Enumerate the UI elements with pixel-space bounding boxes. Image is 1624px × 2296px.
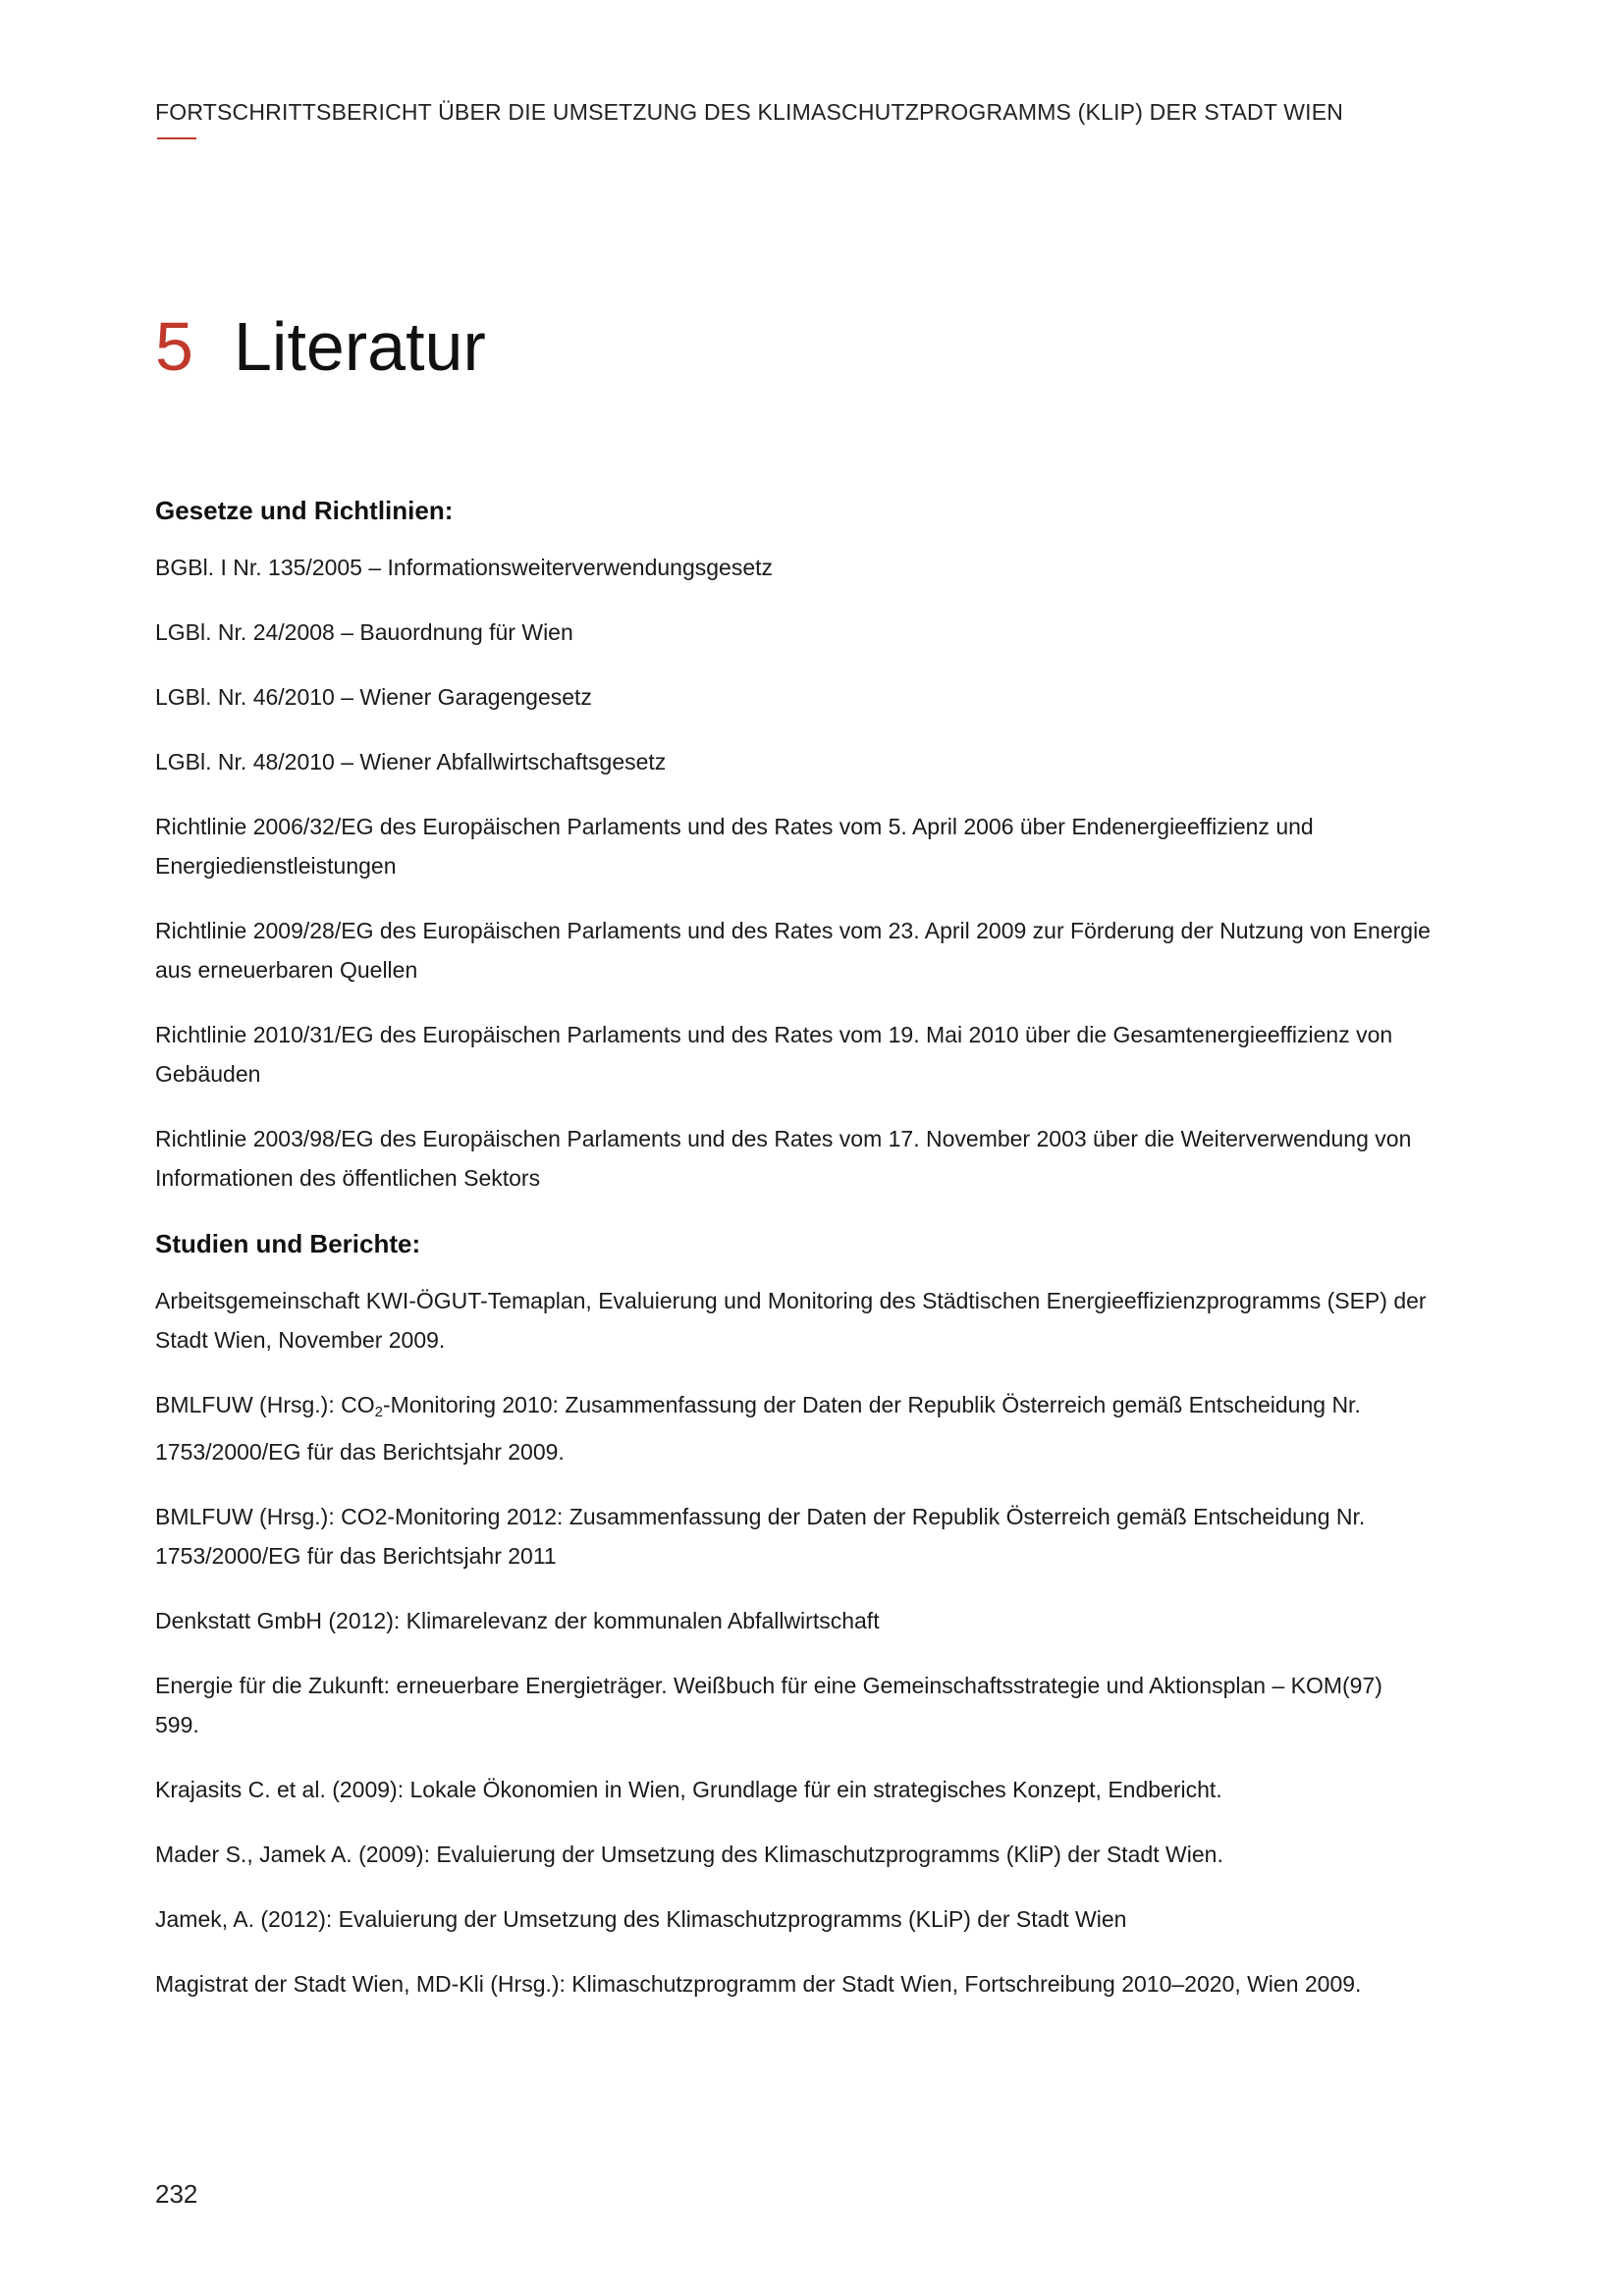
reference-item-co2-2010 <box>155 1385 1432 1471</box>
reference-item: BMLFUW (Hrsg.): CO2-Monitoring 2012: Zusammenfassung der Daten der Republik Österreich gemäß Entscheidung Nr. 1753/2000/EG für das Berichtsjahr 2011 <box>155 1504 1366 1569</box>
reference-item: Energie für die Zukunft: erneuerbare Energieträger. Weißbuch für eine Gemeinschaftsstrategie und Aktionsplan – KOM(97) 599. <box>155 1673 1382 1737</box>
reference-item: Denkstatt GmbH (2012): Klimarelevanz der kommunalen Abfallwirtschaft <box>155 1608 880 1633</box>
reference-item: LGBl. Nr. 24/2008 – Bauordnung für Wien <box>155 619 573 645</box>
chapter-number: 5 <box>155 308 193 385</box>
chapter-heading <box>155 308 486 385</box>
subscript-2: 2 <box>374 1404 383 1420</box>
reference-text-part: -Monitoring 2010: Zusammenfassung der Daten der Republik Österreich gemäß Entscheidung Nr. 1753/2000/EG für das Berichtsjahr 2009. <box>155 1392 1361 1465</box>
reference-item: Mader S., Jamek A. (2009): Evaluierung der Umsetzung des Klimaschutzprogramms (KliP) der Stadt Wien. <box>155 1842 1223 1867</box>
reference-item: Richtlinie 2009/28/EG des Europäischen Parlaments und des Rates vom 23. April 2009 zur Förderung der Nutzung von Energie aus erneuerbaren Quellen <box>155 918 1431 983</box>
section-heading-laws: Gesetze und Richtlinien: <box>155 496 454 525</box>
reference-item: LGBl. Nr. 46/2010 – Wiener Garagengesetz <box>155 684 592 710</box>
reference-item: Richtlinie 2010/31/EG des Europäischen Parlaments und des Rates vom 19. Mai 2010 über die Gesamtenergieeffizienz von Gebäuden <box>155 1022 1393 1087</box>
reference-item: BGBl. I Nr. 135/2005 – Informationsweiterverwendungsgesetz <box>155 555 774 580</box>
reference-item: Magistrat der Stadt Wien, MD-Kli (Hrsg.): Klimaschutzprogramm der Stadt Wien, Fortschreibung 2010–2020, Wien 2009. <box>155 1971 1362 1997</box>
page-number: 232 <box>155 2179 198 2209</box>
reference-item: Richtlinie 2006/32/EG des Europäischen Parlaments und des Rates vom 5. April 2006 über Endenergieeffizienz und Energiedienstleistungen <box>155 814 1314 879</box>
section-heading-studies: Studien und Berichte: <box>155 1229 421 1258</box>
bibliography <box>155 496 1432 2029</box>
reference-item: Jamek, A. (2012): Evaluierung der Umsetzung des Klimaschutzprogramms (KLiP) der Stadt Wien <box>155 1906 1127 1932</box>
header-accent-rule <box>157 137 196 139</box>
reference-item: Richtlinie 2003/98/EG des Europäischen Parlaments und des Rates vom 17. November 2003 über die Weiterverwendung von Informationen des öffentlichen Sektors <box>155 1126 1412 1191</box>
reference-item: Arbeitsgemeinschaft KWI-ÖGUT-Temaplan, Evaluierung und Monitoring des Städtischen Energieeffizienzprogramms (SEP) der Stadt Wien, November 2009. <box>155 1288 1427 1353</box>
reference-text-part: BMLFUW (Hrsg.): CO <box>155 1392 375 1417</box>
reference-item: Krajasits C. et al. (2009): Lokale Ökonomien in Wien, Grundlage für ein strategisches Konzept, Endbericht. <box>155 1777 1222 1802</box>
chapter-title: Literatur <box>234 308 486 385</box>
reference-item: LGBl. Nr. 48/2010 – Wiener Abfallwirtschaftsgesetz <box>155 749 667 774</box>
running-header: FORTSCHRITTSBERICHT ÜBER DIE UMSETZUNG DES KLIMASCHUTZPROGRAMMS (KLIP) DER STADT WIEN <box>155 99 1344 125</box>
